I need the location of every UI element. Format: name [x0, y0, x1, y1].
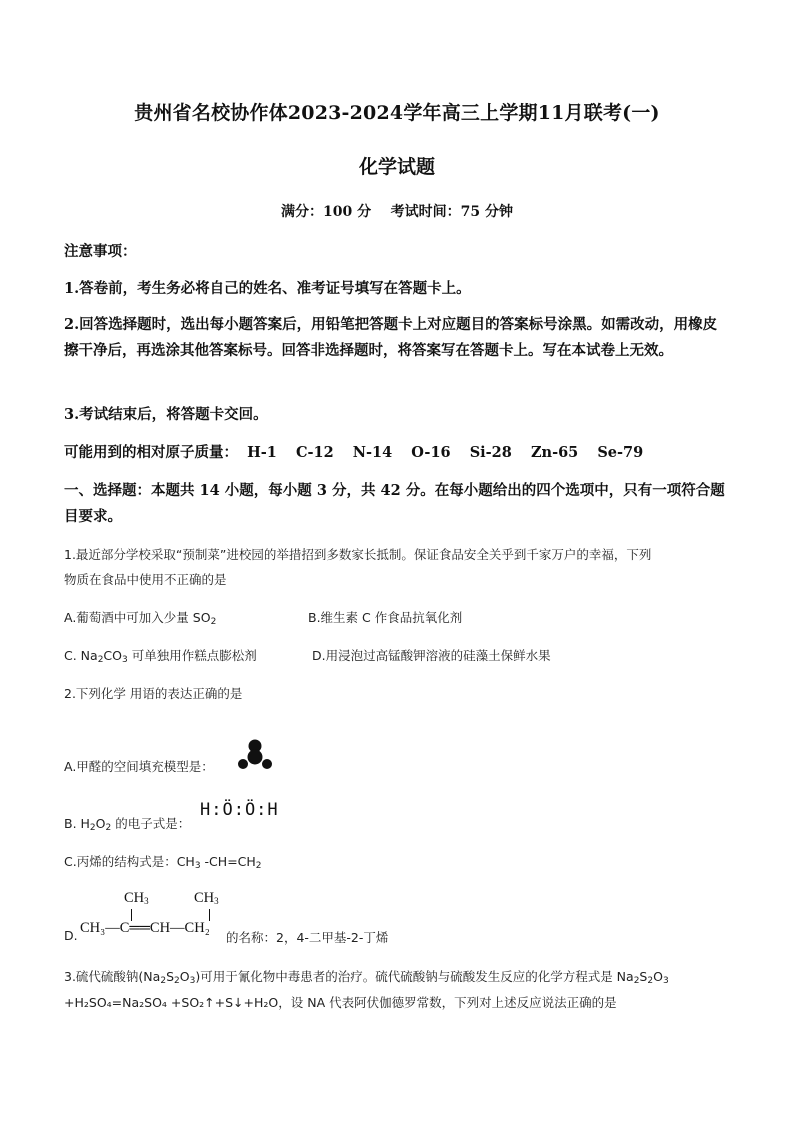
q2-option-b-pre: B. H [64, 816, 90, 831]
q1-option-c-sub1: 2 [97, 655, 104, 665]
q1-option-c-pre: C. Na [64, 648, 98, 663]
q1-stem-line1: 1.最近部分学校采取“预制菜”进校园的举措招到多数家长抵制。保证食品安全关乎到千家万户的幸福，下列 [64, 547, 652, 562]
q3-s: S [166, 969, 174, 984]
q1-option-b: B.维生素 C 作食品抗氧化剂 [308, 610, 463, 625]
struct-top-ch3-right-text: CH [194, 890, 215, 906]
q2-option-d-prefix: D. [64, 928, 78, 943]
q2-option-c [64, 852, 262, 871]
q1-option-c-sub2: 3 [122, 655, 128, 665]
q1-option-a [64, 608, 216, 627]
q1-option-c [64, 646, 257, 665]
mass-h: H-1 [247, 444, 277, 461]
mass-n: N-14 [352, 444, 393, 461]
q1-option-d: D.用浸泡过高锰酸钾溶液的硅藻土保鲜水果 [312, 648, 551, 663]
q2-option-c-sub: 3 [194, 861, 201, 871]
q3-line2: +H₂SO₄=Na₂SO₄ +SO₂↑+S↓+H₂O，设 NA 代表阿伏伽德罗常数，下列对上述反应说法正确的是 [64, 995, 617, 1010]
mass-c: C-12 [295, 444, 334, 461]
struct-top-ch3-right-sub: 3 [214, 896, 219, 906]
mass-o: O-16 [411, 444, 451, 461]
q2-option-a: A.甲醛的空间填充模型是： [64, 759, 214, 774]
q2-option-c-sub2: 2 [255, 861, 262, 871]
q3-line1 [64, 967, 669, 986]
struct-top-ch3-left [124, 890, 149, 907]
q2-option-b-sub2: 2 [105, 823, 112, 833]
q3-o: O [179, 969, 190, 984]
q3-tail-s: S [639, 969, 648, 984]
struct-top-ch3-right [194, 890, 219, 907]
q3-tail-sub2: 2 [647, 976, 654, 986]
q2-option-d-suffix: 的名称：2，4-二甲基-2-丁烯 [226, 930, 389, 945]
atomic-masses-label: 可能用到的相对原子质量： [64, 444, 238, 461]
q3-tail-sub3: 3 [662, 976, 669, 986]
h2o2-electron-formula: H:Ö:Ö:H [200, 800, 279, 820]
q1-option-c-post: 可单独用作糕点膨松剂 [127, 648, 257, 663]
notice-item-3: 3.考试结束后，将答题卡交回。 [64, 406, 268, 423]
notice-item-1: 1.答卷前，考生务必将自己的姓名、准考证号填写在答题卡上。 [64, 280, 471, 297]
struct-top-ch3-left-sub: 3 [144, 896, 149, 906]
atomic-masses [64, 441, 657, 462]
q2-stem: 2.下列化学 用语的表达正确的是 [64, 686, 243, 701]
q3-sub2: 2 [174, 976, 180, 986]
q2-option-c-text: C.丙烯的结构式是：CH [64, 854, 195, 869]
struct-top-ch3-left-text: CH [124, 890, 145, 906]
q3-sub1: 2 [160, 976, 167, 986]
q2-option-c-mid: -CH=CH [200, 854, 256, 869]
mass-zn: Zn-65 [530, 444, 579, 461]
q3-tail-sub1: 2 [633, 976, 640, 986]
q1-option-c-mid: CO [103, 648, 122, 663]
mass-si: Si-28 [469, 444, 512, 461]
q3-line1-post: )可用于氰化物中毒患者的治疗。硫代硫酸钠与硫酸发生反应的化学方程式是 Na [195, 969, 634, 984]
formaldehyde-space-filling-model [232, 738, 278, 772]
q2-option-b-post: 的电子式是： [111, 816, 191, 831]
mass-se: Se-79 [597, 444, 644, 461]
section1-heading: 一、选择题：本题共 14 小题，每小题 3 分，共 42 分。在每小题给出的四个选项中，只有一项符合题目要求。 [64, 482, 725, 525]
notice-heading: 注意事项： [64, 243, 137, 260]
score-time-line: 满分：100 分 考试时间：75 分钟 [281, 204, 513, 220]
q2-option-b-sub1: 2 [89, 823, 96, 833]
notice-item-2: 2.回答选择题时，选出每小题答案后，用铅笔把答题卡上对应题目的答案标号涂黑。如需改动，用橡皮擦干净后，再选涂其他答案标号。回答非选择题时，将答案写在答题卡上。写在本试卷上无效。 [64, 316, 718, 359]
q1-option-a-sub: 2 [210, 617, 217, 627]
q2-option-b-mid: O [95, 816, 106, 831]
q1-stem-line2: 物质在食品中使用不正确的是 [64, 572, 227, 587]
exam-title: 贵州省名校协作体2023-2024学年高三上学期11月联考(一) [134, 102, 660, 124]
q3-sub3: 3 [189, 976, 196, 986]
q1-option-a-text: A.葡萄酒中可加入少量 SO [64, 610, 211, 625]
struct-main-chain: CH₃—C══CH—CH₂ [80, 920, 210, 936]
q3-tail-o: O [653, 969, 663, 984]
q3-line1-pre: 3.硫代硫酸钠(Na [64, 969, 161, 984]
exam-subtitle: 化学试题 [358, 156, 435, 178]
q2-option-b [64, 814, 190, 833]
